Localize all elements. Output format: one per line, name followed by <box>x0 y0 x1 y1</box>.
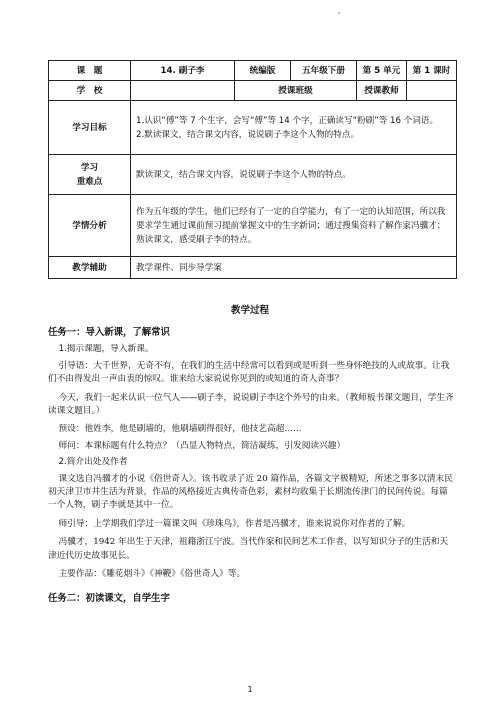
paragraph: 2.简介出处及作者 <box>58 457 128 468</box>
task-heading-2: 任务二：初读课文，自学生字 <box>48 592 170 604</box>
paragraph: 师问：本课标题有什么特点？（凸显人物特点，简洁凝练，引发阅读兴趣） <box>58 440 346 451</box>
key-points-text: 默读课文，结合课文内容，说说刷子李这个人物的特点。 <box>131 155 457 195</box>
table-row-goals <box>49 101 457 155</box>
grade: 五年级下册 <box>291 61 357 81</box>
aids-label: 教学辅助 <box>49 257 131 279</box>
teacher-value <box>407 81 457 101</box>
paragraph: 主要作品：《雕花烟斗》《神鞭》《俗世奇人》等。 <box>58 569 246 580</box>
page-number: 1 <box>247 685 253 694</box>
table-row-title <box>49 61 457 81</box>
goals-label: 学习目标 <box>49 101 131 155</box>
task-heading-1: 任务一：导入新课，了解常识 <box>48 327 170 338</box>
table-row-situation <box>49 195 457 257</box>
paragraph: 1.揭示课题，导入新课。 <box>58 344 154 355</box>
lesson-plan-table <box>48 60 457 279</box>
paragraph: 预设：他姓李，他是刷墙的，他刷墙刷得很好，他技艺高超…… <box>58 424 302 435</box>
paragraph: 引导语：大千世界，无奇不有，在我们的生活中经常可以看到或是听到一些身怀绝技的人或故事。让我们不由得发出一声由衷的惊叹。谁来给大家说说你见到的或知道的奇人奇事？ <box>48 360 450 385</box>
section-title: 教学过程 <box>230 305 269 316</box>
aids-text: 教学课件、同步导学案 <box>131 257 457 279</box>
teacher-label: 授课教师 <box>357 81 407 101</box>
unit: 第 5 单元 <box>357 61 407 81</box>
paragraph: 今天，我们一起来认识一位气人——刷子李，说说刷子李这个外号的由来。（教师板书课文题目，学生齐读课文题目。） <box>48 392 454 417</box>
class-label: 授课班级 <box>235 81 357 101</box>
page-mark <box>338 12 340 14</box>
table-row-key-points <box>49 155 457 195</box>
paragraph: 冯骥才，1942 年出生于天津，祖籍浙江宁波。当代作家和民间艺术工作者，以写知识分子的生活和天津近代历史故事见长。 <box>48 537 449 561</box>
school-value <box>131 81 235 101</box>
course-title: 14. 刷子李 <box>131 61 235 81</box>
key-points-label: 学习 重难点 <box>49 155 131 195</box>
lesson-period: 第 1 课时 <box>407 61 457 81</box>
school-label: 学 校 <box>49 81 131 101</box>
paragraph: 课文选自冯骥才的小说《俗世奇人》。该书收录了近 20 篇作品，各篇文字极精短，所述之事多以清末民初天津卫市井生活为背景，作品的风格接近古典传奇色彩，素材均收集于长期流传津门的民间传说。每篇一个人物，刷子李就是其中一位。 <box>48 473 453 511</box>
situation-text: 作为五年级的学生，他们已经有了一定的自学能力，有了一定的认知范围，所以我要求学生通过课前预习提前掌握文中的生字新词；通过搜集资料了解作家冯骥才；熟读课文，感受刷子李的特点。 <box>131 195 457 257</box>
paragraph: 师引导：上学期我们学过一篇课文叫《珍珠鸟》，作者是冯骥才，谁来说说你对作者的了解。 <box>58 518 411 529</box>
edition: 统编版 <box>235 61 291 81</box>
course-title-label: 课 题 <box>49 61 131 81</box>
goal-1: 1.认识“傅”等 7 个生字，会写“傅”等 14 个字，正确读写“粉刷”等 16 个词语。 <box>136 115 439 126</box>
table-row-school <box>49 81 457 101</box>
table-row-aids <box>49 257 457 279</box>
situation-label: 学情分析 <box>49 195 131 257</box>
teaching-process <box>48 326 456 609</box>
goals-content <box>131 101 457 155</box>
goal-2: 2.默读课文，结合课文内容，说说刷子李这个人物的特点。 <box>136 129 360 140</box>
